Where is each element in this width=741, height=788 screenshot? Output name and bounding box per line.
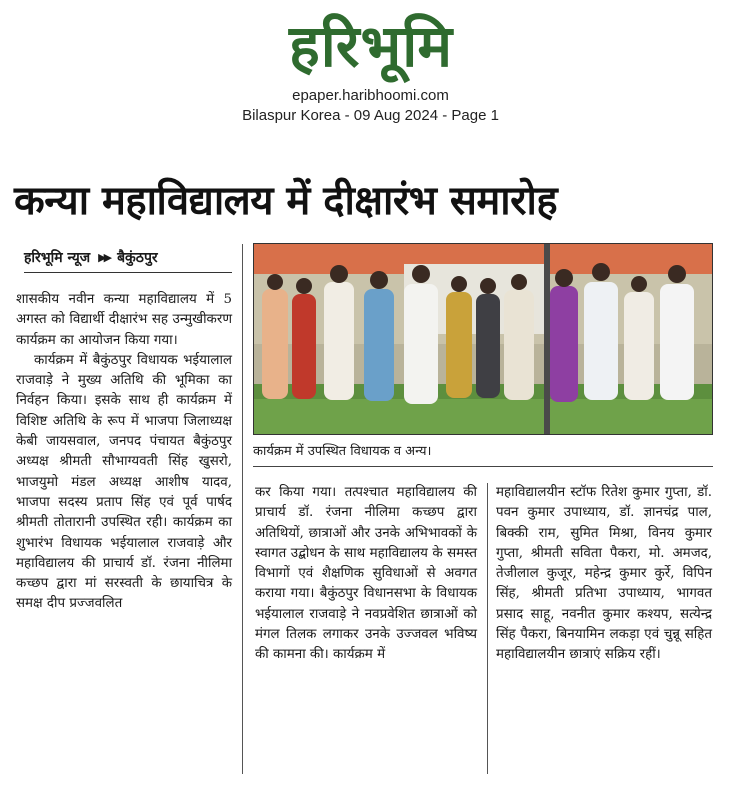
column-1-paragraph-1: शासकीय नवीन कन्या महाविद्यालय में 5 अगस्त को विद्यार्थी दीक्षारंभ सह उन्मुखीकरण कार्यक्रम का आयोजन किया गया। bbox=[16, 292, 232, 348]
logo-text: हरिभूमि bbox=[288, 12, 454, 80]
site-url[interactable]: epaper.haribhoomi.com bbox=[292, 87, 449, 104]
photo-caption: कार्यक्रम में उपस्थित विधायक व अन्य। bbox=[253, 438, 713, 467]
haribhoomi-logo[interactable] bbox=[221, 10, 521, 82]
byline-place: बैकुंठपुर bbox=[117, 250, 158, 266]
column-2-text: कर किया गया। तत्पश्चात महाविद्यालय की प्राचार्य डॉ. रंजना नीलिमा कच्छप द्वारा अतिथियों, छात्राओं और उनके अभिभावकों के स्वागत उद्बोधन के साथ महाविद्यालय के समस्त विभागों एवं शैक्षणिक सुविधाओं से अवगत कराया गया। बैकुंठपुर विधानसभा के विधायक भईयालाल राजवाड़े ने नवप्रवेशित छात्राओं को मंगल तिलक लगाकर उनके उज्जवल भविष्य की कामना की। कार्यक्रम में bbox=[255, 485, 477, 663]
article-column-3 bbox=[496, 483, 712, 666]
edition-line: Bilaspur Korea - 09 Aug 2024 - Page 1 bbox=[242, 107, 499, 124]
byline bbox=[24, 244, 232, 273]
article-headline: कन्या महाविद्यालय में दीक्षारंभ समारोह bbox=[14, 178, 558, 224]
column-divider bbox=[487, 483, 488, 774]
article-column-2 bbox=[255, 483, 477, 666]
byline-source: हरिभूमि न्यूज bbox=[24, 250, 91, 266]
column-1-paragraph-2: कार्यक्रम में बैकुंठपुर विधायक भईयालाल राजवाड़े ने मुख्य अतिथि की भूमिका का निर्वहन किया। इसके साथ ही कार्यक्रम में विशिष्ट अतिथि के रूप में भाजपा जिलाध्यक्ष केबी जायसवाल, जनपद पंचायत बैकुंठपुर अध्यक्ष श्रीमती सौभाग्यवती सिंह खुसरो, भाजयुमो मंडल अध्यक्ष आशीष यादव, भाजपा सदस्य प्रताप सिंह एवं पूर्व पार्षद श्रीमती तोतारानी उपस्थित रही। कार्यक्रम का शुभारंभ विधायक भईयालाल राजवाड़े और महाविद्यालय की प्राचार्य डॉ. रंजना नीलिमा कच्छप द्वारा मां सरस्वती के छायाचित्र के समक्ष दीप प्रज्जवलित bbox=[16, 352, 232, 612]
event-photo bbox=[253, 243, 713, 435]
article-column-1 bbox=[16, 290, 232, 615]
column-3-text: महाविद्यालयीन स्टॉफ रितेश कुमार गुप्ता, डॉ. पवन कुमार उपाध्याय, डॉ. ज्ञानचंद्र पाल, बिक्की राम, सुमित मिश्रा, विनय कुमार गुप्ता, श्रीमती सविता पैकरा, मो. अमजद, तेजीलाल कुजूर, महेन्द्र कुमार कुर्रे, विपिन सिंह, श्रीमती प्रतिभा उपाध्याय, भागवत प्रसाद साहू, नवनीत कुमार कश्यप, सत्येन्द्र सिंह पैकरा, बिनयामिन लकड़ा एवं चुन्नू सहित महाविद्यालयीन छात्राएं सक्रिय रहीं। bbox=[496, 485, 712, 663]
group-photo-illustration bbox=[254, 244, 712, 434]
double-arrow-icon: ▶▶ bbox=[98, 251, 110, 264]
column-divider bbox=[242, 244, 243, 774]
